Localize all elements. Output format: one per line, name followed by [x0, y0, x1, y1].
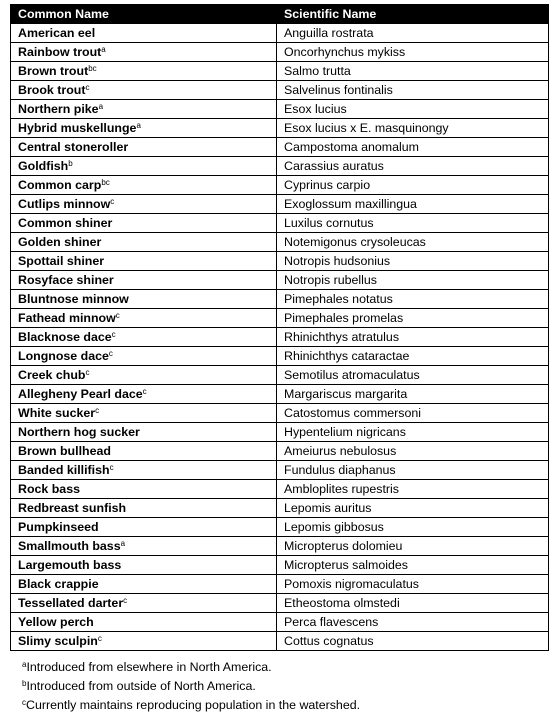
- scientific-name-cell: Fundulus diaphanus: [277, 461, 549, 480]
- footnote-reference: c: [85, 368, 90, 377]
- fish-species-table: [10, 4, 549, 651]
- common-name: Northern pike: [18, 102, 99, 116]
- table-row: [11, 43, 549, 62]
- common-name: Tessellated darter: [18, 596, 124, 610]
- scientific-name-cell: Cottus cognatus: [277, 632, 549, 651]
- table-row: [11, 385, 549, 404]
- scientific-name-cell: Micropterus dolomieu: [277, 537, 549, 556]
- table-row: [11, 556, 549, 575]
- common-name-cell: [11, 423, 277, 442]
- footnote-reference: c: [115, 311, 120, 320]
- scientific-name-cell: Ambloplites rupestris: [277, 480, 549, 499]
- common-name: Black crappie: [18, 577, 99, 591]
- common-name-cell: [11, 347, 277, 366]
- common-name-cell: [11, 100, 277, 119]
- common-name: Hybrid muskellunge: [18, 121, 137, 135]
- footnote-reference: b: [68, 159, 73, 168]
- footnote-reference: a: [101, 45, 106, 54]
- table-row: [11, 328, 549, 347]
- footnote-reference: c: [97, 634, 102, 643]
- scientific-name-cell: Notemigonus crysoleucas: [277, 233, 549, 252]
- table-row: [11, 613, 549, 632]
- common-name-cell: [11, 24, 277, 43]
- column-header-common-name: Common Name: [11, 5, 277, 24]
- common-name: Golden shiner: [18, 235, 102, 249]
- common-name-cell: [11, 271, 277, 290]
- table-row: [11, 347, 549, 366]
- scientific-name-cell: Oncorhynchus mykiss: [277, 43, 549, 62]
- table-row: [11, 537, 549, 556]
- footnote-a: [22, 658, 548, 677]
- table-row: [11, 594, 549, 613]
- common-name-cell: [11, 575, 277, 594]
- table-row: [11, 423, 549, 442]
- footnote-reference: c: [111, 330, 116, 339]
- table-row: [11, 518, 549, 537]
- common-name: Rock bass: [18, 482, 80, 496]
- scientific-name-cell: Etheostoma olmstedi: [277, 594, 549, 613]
- common-name-cell: [11, 214, 277, 233]
- common-name: Spottail shiner: [18, 254, 105, 268]
- common-name-cell: [11, 556, 277, 575]
- footnote-mark: b: [22, 679, 27, 688]
- table-row: [11, 62, 549, 81]
- scientific-name-cell: Salvelinus fontinalis: [277, 81, 549, 100]
- common-name: White sucker: [18, 406, 96, 420]
- common-name: Cutlips minnow: [18, 197, 111, 211]
- common-name: Bluntnose minnow: [18, 292, 129, 306]
- common-name-cell: [11, 252, 277, 271]
- table-row: [11, 24, 549, 43]
- common-name-cell: [11, 366, 277, 385]
- common-name: Slimy sculpin: [18, 634, 98, 648]
- table-row: [11, 366, 549, 385]
- common-name-cell: [11, 195, 277, 214]
- footnote-reference: c: [123, 596, 128, 605]
- footnotes: [10, 658, 548, 715]
- table-row: [11, 214, 549, 233]
- table-row: [11, 233, 549, 252]
- common-name: Rainbow trout: [18, 45, 102, 59]
- common-name-cell: [11, 62, 277, 81]
- scientific-name-cell: Hypentelium nigricans: [277, 423, 549, 442]
- common-name-cell: [11, 328, 277, 347]
- footnote-reference: c: [108, 349, 113, 358]
- scientific-name-cell: Salmo trutta: [277, 62, 549, 81]
- common-name: Common shiner: [18, 216, 113, 230]
- common-name-cell: [11, 157, 277, 176]
- common-name: Allegheny Pearl dace: [18, 387, 143, 401]
- scientific-name-cell: Rhinichthys atratulus: [277, 328, 549, 347]
- common-name-cell: [11, 442, 277, 461]
- table-row: [11, 176, 549, 195]
- table-row: [11, 499, 549, 518]
- common-name: Brown bullhead: [18, 444, 111, 458]
- scientific-name-cell: Lepomis gibbosus: [277, 518, 549, 537]
- common-name-cell: [11, 119, 277, 138]
- table-row: [11, 575, 549, 594]
- table-row: [11, 404, 549, 423]
- column-header-scientific-name: Scientific Name: [277, 5, 549, 24]
- common-name-cell: [11, 499, 277, 518]
- table-row: [11, 252, 549, 271]
- scientific-name-cell: Esox lucius x E. masquinongy: [277, 119, 549, 138]
- common-name-cell: [11, 138, 277, 157]
- table-row: [11, 290, 549, 309]
- common-name-cell: [11, 594, 277, 613]
- common-name-cell: [11, 309, 277, 328]
- common-name-cell: [11, 290, 277, 309]
- footnote-c: [22, 696, 548, 715]
- table-row: [11, 632, 549, 651]
- footnote-reference: a: [98, 102, 104, 111]
- table-row: [11, 119, 549, 138]
- scientific-name-cell: Pimephales notatus: [277, 290, 549, 309]
- common-name: American eel: [18, 26, 96, 40]
- footnote-mark: a: [22, 660, 27, 669]
- table-row: [11, 480, 549, 499]
- scientific-name-cell: Carassius auratus: [277, 157, 549, 176]
- common-name-cell: [11, 404, 277, 423]
- table-row: [11, 461, 549, 480]
- scientific-name-cell: Esox lucius: [277, 100, 549, 119]
- footnote-reference: c: [85, 83, 90, 92]
- common-name: Brook trout: [18, 83, 86, 97]
- table-row: [11, 157, 549, 176]
- footnote-text: Introduced from outside of North America.: [26, 679, 256, 693]
- scientific-name-cell: Anguilla rostrata: [277, 24, 549, 43]
- common-name: Common carp: [18, 178, 102, 192]
- header-row: [11, 5, 549, 24]
- common-name: Rosyface shiner: [18, 273, 114, 287]
- common-name: Longnose dace: [18, 349, 109, 363]
- table-row: [11, 271, 549, 290]
- common-name: Brown trout: [18, 64, 89, 78]
- scientific-name-cell: Notropis hudsonius: [277, 252, 549, 271]
- footnote-mark: c: [22, 698, 26, 707]
- species-table-document: [10, 4, 548, 715]
- scientific-name-cell: Margariscus margarita: [277, 385, 549, 404]
- common-name-cell: [11, 518, 277, 537]
- common-name-cell: [11, 480, 277, 499]
- common-name-cell: [11, 385, 277, 404]
- scientific-name-cell: Lepomis auritus: [277, 499, 549, 518]
- common-name: Goldfish: [18, 159, 69, 173]
- scientific-name-cell: Cyprinus carpio: [277, 176, 549, 195]
- common-name-cell: [11, 537, 277, 556]
- table-body: [11, 24, 549, 651]
- footnote-reference: a: [136, 121, 141, 130]
- scientific-name-cell: Pomoxis nigromaculatus: [277, 575, 549, 594]
- scientific-name-cell: Micropterus salmoides: [277, 556, 549, 575]
- footnote-reference: c: [142, 387, 147, 396]
- common-name: Smallmouth bass: [18, 539, 121, 553]
- common-name-cell: [11, 461, 277, 480]
- common-name: Largemouth bass: [18, 558, 122, 572]
- footnote-reference: bc: [101, 178, 110, 187]
- common-name-cell: [11, 176, 277, 195]
- scientific-name-cell: Ameiurus nebulosus: [277, 442, 549, 461]
- common-name-cell: [11, 233, 277, 252]
- table-header: [11, 5, 549, 24]
- table-row: [11, 442, 549, 461]
- footnote-reference: a: [120, 539, 126, 548]
- table-row: [11, 81, 549, 100]
- table-row: [11, 138, 549, 157]
- common-name-cell: [11, 613, 277, 632]
- common-name-cell: [11, 81, 277, 100]
- common-name: Creek chub: [18, 368, 86, 382]
- scientific-name-cell: Luxilus cornutus: [277, 214, 549, 233]
- common-name: Northern hog sucker: [18, 425, 140, 439]
- common-name: Pumpkinseed: [18, 520, 99, 534]
- common-name: Central stoneroller: [18, 140, 129, 154]
- footnote-reference: c: [95, 406, 100, 415]
- footnote-b: [22, 677, 548, 696]
- common-name: Banded killifish: [18, 463, 110, 477]
- common-name: Redbreast sunfish: [18, 501, 127, 515]
- footnote-reference: bc: [88, 64, 97, 73]
- common-name: Yellow perch: [18, 615, 94, 629]
- common-name-cell: [11, 632, 277, 651]
- table-row: [11, 195, 549, 214]
- common-name-cell: [11, 43, 277, 62]
- scientific-name-cell: Campostoma anomalum: [277, 138, 549, 157]
- footnote-text: Introduced from elsewhere in North America.: [26, 660, 272, 674]
- footnote-reference: c: [109, 463, 114, 472]
- scientific-name-cell: Semotilus atromaculatus: [277, 366, 549, 385]
- scientific-name-cell: Rhinichthys cataractae: [277, 347, 549, 366]
- scientific-name-cell: Exoglossum maxillingua: [277, 195, 549, 214]
- common-name: Blacknose dace: [18, 330, 112, 344]
- table-row: [11, 309, 549, 328]
- scientific-name-cell: Catostomus commersoni: [277, 404, 549, 423]
- scientific-name-cell: Perca flavescens: [277, 613, 549, 632]
- scientific-name-cell: Notropis rubellus: [277, 271, 549, 290]
- table-row: [11, 100, 549, 119]
- scientific-name-cell: Pimephales promelas: [277, 309, 549, 328]
- footnote-reference: c: [110, 197, 115, 206]
- footnote-text: Currently maintains reproducing population in the watershed.: [26, 698, 361, 712]
- common-name: Fathead minnow: [18, 311, 116, 325]
